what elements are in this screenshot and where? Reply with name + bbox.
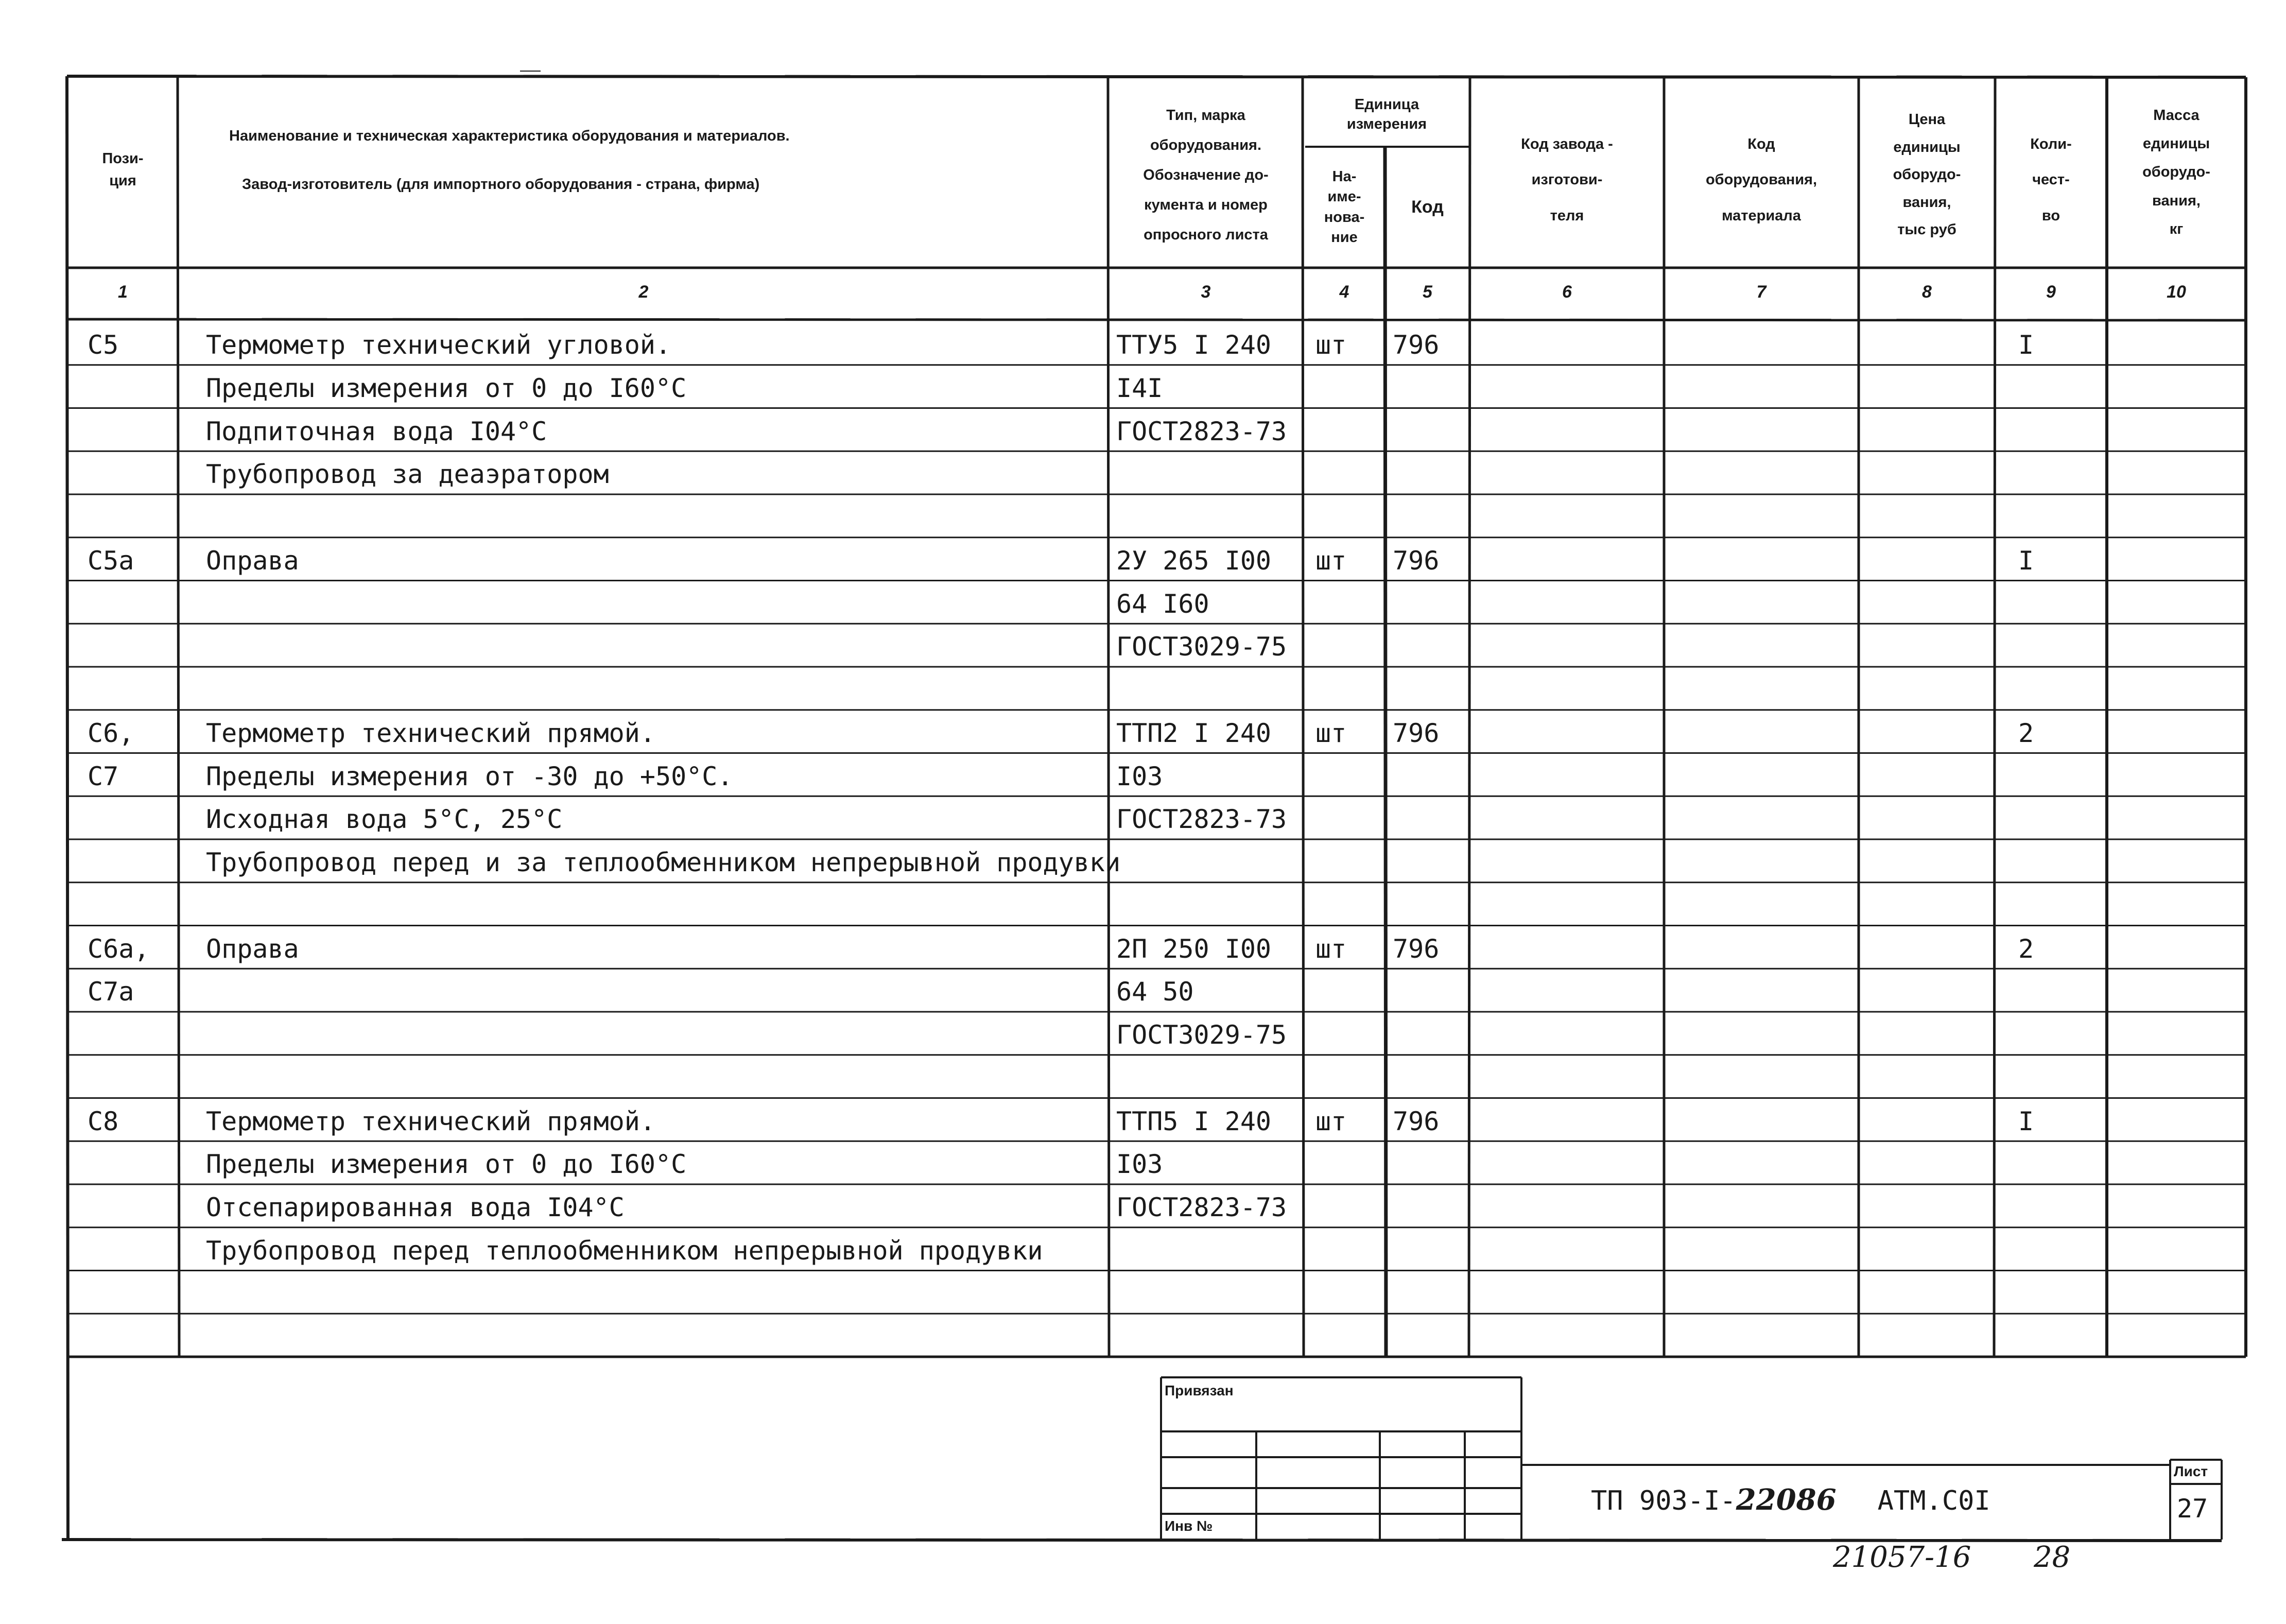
document-code	[1591, 1483, 1990, 1517]
header-mass: Масса единицы оборудо- вания, кг	[2142, 107, 2210, 237]
unit-code-cell: 796	[1393, 718, 1440, 748]
position-cell: С6а,	[88, 934, 150, 964]
name-cell: Подпиточная вода I04°С	[206, 416, 547, 446]
header-name-line2: Завод-изготовитель (для импортного оборудования - страна, фирма)	[242, 176, 760, 193]
column-number: 10	[2167, 282, 2186, 302]
column-number: 5	[1423, 282, 1432, 302]
name-cell: Оправа	[206, 545, 299, 576]
position-cell: С6,	[88, 718, 134, 748]
header-position: Пози- ция	[102, 150, 144, 189]
name-cell: Термометр технический прямой.	[206, 1106, 655, 1136]
name-cell: Трубопровод перед теплообменником непрерывной продувки	[206, 1235, 1043, 1266]
document-code-prefix: ТП 903-I-	[1591, 1485, 1736, 1516]
type-cell: I4I	[1116, 373, 1163, 403]
quantity-cell: 2	[2018, 934, 2034, 964]
position-cell: С5а	[88, 545, 134, 576]
header-unit-code: Код	[1411, 197, 1444, 217]
column-number: 7	[1756, 282, 1767, 302]
name-cell: Термометр технический прямой.	[206, 718, 655, 748]
type-cell: ГОСТ2823-73	[1116, 804, 1287, 835]
name-cell: Отсепарированная вода I04°С	[206, 1193, 625, 1222]
name-cell: Пределы измерения от -30 до +50°С.	[206, 761, 733, 791]
header-type: Тип, марка оборудования. Обозначение до- кумента и номер опросного листа	[1143, 107, 1269, 243]
position-cell: С7	[88, 761, 119, 791]
unit-cell: шт	[1315, 545, 1347, 576]
column-number: 3	[1201, 282, 1211, 302]
type-cell: ТТУ5 I 240	[1116, 330, 1272, 360]
unit-code-cell: 796	[1393, 1106, 1440, 1136]
header-unit-group: Единица измерения	[1346, 96, 1427, 132]
name-cell: Оправа	[206, 934, 299, 964]
quantity-cell: I	[2018, 545, 2034, 576]
type-cell: ГОСТ3029-75	[1116, 1020, 1287, 1050]
unit-code-cell: 796	[1393, 330, 1440, 360]
type-cell: I03	[1116, 761, 1163, 791]
document-code-handwritten: 22086	[1736, 1483, 1837, 1517]
column-number: 1	[118, 282, 128, 302]
header-unit-name: На- име- нова- ние	[1324, 168, 1365, 246]
type-cell: ТТП2 I 240	[1116, 718, 1272, 748]
document-code-suffix: АТМ.С0I	[1877, 1485, 1990, 1516]
type-cell: I03	[1116, 1149, 1163, 1180]
column-number: 4	[1339, 282, 1349, 302]
position-cell: С5	[88, 330, 119, 360]
sheet-label: Лист	[2174, 1463, 2208, 1479]
quantity-cell: I	[2018, 1106, 2034, 1136]
column-number: 2	[638, 282, 649, 302]
name-cell: Пределы измерения от 0 до I60°С	[206, 1149, 687, 1180]
archive-number: 21057-16	[1833, 1541, 1971, 1574]
unit-cell: шт	[1315, 330, 1347, 360]
page-number: 28	[2034, 1541, 2071, 1574]
privyazan-label: Привязан	[1165, 1383, 1234, 1398]
type-cell: 2П 250 I00	[1116, 934, 1272, 964]
column-number: 8	[1922, 282, 1932, 302]
type-cell: 2У 265 I00	[1116, 545, 1272, 576]
name-cell: Термометр технический угловой.	[206, 330, 671, 360]
header-equipment-code: Код оборудования, материала	[1705, 135, 1817, 224]
position-cell: С8	[88, 1106, 119, 1136]
type-cell: ГОСТ2823-73	[1116, 1193, 1287, 1222]
unit-cell: шт	[1315, 718, 1347, 748]
name-cell: Трубопровод за деаэратором	[206, 459, 609, 490]
type-cell: ГОСТ3029-75	[1116, 632, 1287, 662]
unit-code-cell: 796	[1393, 545, 1440, 576]
sheet-number: 27	[2177, 1494, 2208, 1524]
name-cell: Трубопровод перед и за теплообменником непрерывной продувки	[206, 848, 1121, 877]
type-cell: 64 50	[1116, 977, 1194, 1007]
inventory-number-label: Инв №	[1165, 1518, 1213, 1534]
type-cell: 64 I60	[1116, 589, 1209, 619]
column-number: 9	[2046, 282, 2056, 302]
header-plant-code: Код завода - изготови- теля	[1521, 135, 1613, 224]
unit-code-cell: 796	[1393, 934, 1440, 964]
quantity-cell: 2	[2018, 718, 2034, 748]
unit-cell: шт	[1315, 1106, 1347, 1136]
name-cell: Исходная вода 5°С, 25°С	[206, 804, 563, 835]
type-cell: ТТП5 I 240	[1116, 1106, 1272, 1136]
column-number: 6	[1562, 282, 1572, 302]
header-quantity: Коли- чест- во	[2030, 135, 2072, 224]
header-name-line1: Наименование и техническая характеристика оборудования и материалов.	[229, 128, 790, 144]
unit-cell: шт	[1315, 934, 1347, 964]
quantity-cell: I	[2018, 330, 2034, 360]
type-cell: ГОСТ2823-73	[1116, 416, 1287, 446]
header-price: Цена единицы оборудо- вания, тыс руб	[1893, 111, 1961, 238]
name-cell: Пределы измерения от 0 до I60°С	[206, 373, 687, 403]
position-cell: С7а	[88, 977, 134, 1007]
